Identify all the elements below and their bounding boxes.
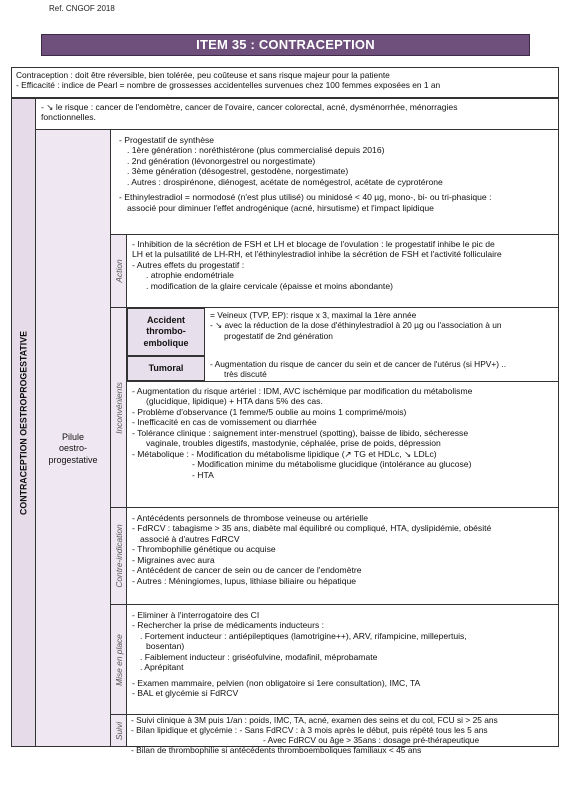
action-side-label bbox=[111, 235, 127, 307]
action-line: LH et la pulsatilité de LH-RH, et l'éthinylestradiol inhibe la sécrétion de FSH et l'activité folliculaire bbox=[132, 249, 502, 260]
thromboembolic-line: = Veineux (TVP, EP): risque x 3, maximal la 1ère année bbox=[210, 310, 417, 320]
composition-line: - Progestatif de synthèse bbox=[119, 135, 215, 145]
inconvenients-label: Inconvénients bbox=[113, 381, 124, 434]
thromboembolic-label-line: embolique bbox=[143, 337, 189, 348]
contraindication-section bbox=[111, 508, 558, 605]
inconvenient-line: (glucidique, lipidique) + HTA dans 5% des cas. bbox=[146, 396, 323, 407]
thromboembolic-line: progestatif de 2nd génération bbox=[224, 330, 333, 341]
contraception-table bbox=[11, 98, 559, 747]
inconvenient-line: - HTA bbox=[192, 469, 214, 480]
inconvenient-line: vaginale, troubles digestifs, mastodynie, céphalée, prise de poids, dépression bbox=[146, 438, 441, 449]
contraindication-side-label bbox=[111, 508, 127, 604]
followup-line: - Suivi clinique à 3M puis 1/an : poids, IMC, TA, acné, examen des seins et du col, FCU si > 25 ans bbox=[131, 715, 498, 725]
inconvenient-line: - Problème d'observance (1 femme/5 oublie au moins 1 comprimé/mois) bbox=[132, 406, 407, 417]
action-line: - Autres effets du progestatif : bbox=[132, 259, 245, 270]
risk-line: fonctionnelles. bbox=[41, 112, 96, 123]
thromboembolic-line: - ↘ avec la réduction de la dose d'éthinylestradiol à 20 µg ou l'association à un bbox=[210, 320, 502, 331]
pilule-label-line: Pilule bbox=[61, 432, 84, 442]
tumoral-text bbox=[210, 359, 554, 380]
followup-line: - Bilan de thrombophilie si antécédents thromboemboliques familiaux < 45 ans bbox=[131, 745, 422, 756]
action-line: . atrophie endométriale bbox=[146, 270, 234, 281]
risk-line: - ↘ le risque : cancer de l'endomètre, cancer de l'ovaire, cancer colorectal, acné, dysménorrhée, ménorragies bbox=[41, 102, 458, 112]
pilule-label bbox=[36, 432, 110, 466]
followup-text bbox=[131, 715, 556, 755]
action-section bbox=[111, 235, 558, 308]
followup-line: - Bilan lipidique et glycémie : - Sans FdRCV : à 3 mois après le début, puis répété tous les 5 ans bbox=[131, 725, 488, 736]
followup-label: Suivi bbox=[113, 721, 124, 740]
inconvenient-line: - Tolérance clinique : saignement inter-menstruel (spotting), baisse de libido, sécheresse bbox=[132, 427, 469, 438]
implementation-line: . Aprépitant bbox=[140, 662, 184, 673]
followup-line: - Avec FdRCV ou âge > 35ans : dosage pré-thérapeutique bbox=[263, 735, 480, 746]
inconvenient-line: - Métabolique : - Modification du métabolisme lipidique (↗ TG et HDLc, ↘ LDLc) bbox=[132, 448, 437, 459]
contraindication-line: associé à d'autres FdRCV bbox=[140, 533, 240, 544]
composition-section bbox=[111, 130, 558, 235]
intro-definition: Contraception : doit être réversible, bien tolérée, peu coûteuse et sans risque majeur pour la patiente bbox=[16, 70, 390, 80]
inconvenient-line: - Inefficacité en cas de vomissement ou diarrhée bbox=[132, 417, 317, 428]
thromboembolic-text bbox=[210, 310, 554, 341]
inconvenient-line: - Augmentation du risque artériel : IDM, AVC ischémique par modification du métabolisme bbox=[132, 386, 473, 396]
tumoral-line: très discuté bbox=[224, 369, 267, 380]
contraindication-line: - Migraines avec aura bbox=[132, 554, 215, 565]
main-category-column bbox=[12, 99, 36, 746]
inconvenient-line: - Modification minime du métabolisme glucidique (intolérance au glucose) bbox=[192, 459, 472, 470]
action-line: - Inhibition de la sécrétion de FSH et LH et blocage de l'ovulation : le progestatif inhibe le pic de bbox=[132, 239, 495, 249]
implementation-line: - BAL et glycémie si FdRCV bbox=[132, 688, 239, 699]
contraindication-line: - Thrombophilie génétique ou acquise bbox=[132, 544, 276, 555]
contraindication-line: - Autres : Méningiomes, lupus, lithiase biliaire ou hépatique bbox=[132, 575, 357, 586]
pilule-column bbox=[36, 130, 111, 746]
implementation-line: - Rechercher la prise de médicaments inducteurs : bbox=[132, 620, 325, 631]
contraindication-line: - Antécédents personnels de thrombose veineuse ou artérielle bbox=[132, 513, 368, 523]
thromboembolic-box bbox=[127, 308, 205, 356]
action-label: Action bbox=[113, 259, 124, 283]
implementation-side-label bbox=[111, 605, 127, 714]
implementation-line: - Examen mammaire, pelvien (non obligatoire si 1ere consultation), IMC, TA bbox=[132, 677, 421, 688]
pilule-label-line: progestative bbox=[48, 454, 98, 465]
composition-line: - Ethinylestradiol = normodosé (n'est plus utilisé) ou minidosé < 40 µg, mono-, bi- ou tri-phasique : bbox=[119, 192, 492, 203]
page-title: ITEM 35 : CONTRACEPTION bbox=[41, 34, 530, 56]
composition-line: . 2nd génération (lévonorgestrel ou norgestimate) bbox=[127, 155, 316, 166]
implementation-label: Mise en place bbox=[113, 633, 124, 686]
implementation-line: - Eliminer à l'interrogatoire des CI bbox=[132, 610, 260, 620]
tumoral-label: Tumoral bbox=[148, 362, 184, 373]
intro-efficacy: - Efficacité : indice de Pearl = nombre de grossesses accidentelles survenues chez 100 femmes exposées en 1 an bbox=[16, 80, 441, 91]
tumoral-box bbox=[127, 356, 205, 381]
contraindication-line: - FdRCV : tabagisme > 35 ans, diabète mal équilibré ou compliqué, HTA, dyslipidémie, obésité bbox=[132, 523, 492, 534]
contraindication-line: - Antécédent de cancer de sein ou de cancer de l'endomètre bbox=[132, 565, 362, 576]
thromboembolic-label-line: Accident bbox=[146, 315, 185, 326]
composition-line: associé pour diminuer l'effet androgénique (acné, hirsutisme) et l'impact lipidique bbox=[127, 202, 434, 213]
pilule-details bbox=[111, 130, 558, 746]
implementation-line: bosentan) bbox=[146, 641, 185, 652]
tumoral-line: - Augmentation du risque de cancer du sein et de cancer de l'utérus (si HPV+) .. bbox=[210, 359, 507, 369]
composition-line: . Autres : drospirénone, diénogest, acétate de nomégestrol, acétate de cyprotérone bbox=[127, 176, 443, 187]
action-line: . modification de la glaire cervicale (épaisse et moins abondante) bbox=[146, 280, 393, 291]
followup-side-label bbox=[111, 715, 127, 746]
composition-line: . 1ère génération : noréthistérone (plus commercialisé depuis 2016) bbox=[127, 145, 385, 156]
implementation-section bbox=[111, 605, 558, 715]
thromboembolic-label-line: thrombo- bbox=[146, 326, 186, 337]
inconvenients-section bbox=[111, 308, 558, 508]
implementation-line: . Faiblement inducteur : griséofulvine, modafinil, méprobamate bbox=[140, 651, 378, 662]
composition-line: . 3ème génération (désogestrel, gestodène, norgestimate) bbox=[127, 166, 349, 177]
contraindication-label: Contre-indication bbox=[113, 524, 124, 588]
main-category-label: CONTRACEPTION OESTROPROGESTATIVE bbox=[18, 330, 29, 515]
pilule-label-line: oestro- bbox=[58, 443, 87, 454]
implementation-line: . Fortement inducteur : antiépileptiques (lamotrigine++), ARV, rifampicine, millepertuis, bbox=[140, 630, 467, 641]
reference-note: Ref. CNGOF 2018 bbox=[49, 4, 115, 13]
inconvenients-side-label bbox=[111, 308, 127, 507]
risk-reduction-row bbox=[36, 99, 558, 130]
intro-box bbox=[11, 67, 559, 98]
